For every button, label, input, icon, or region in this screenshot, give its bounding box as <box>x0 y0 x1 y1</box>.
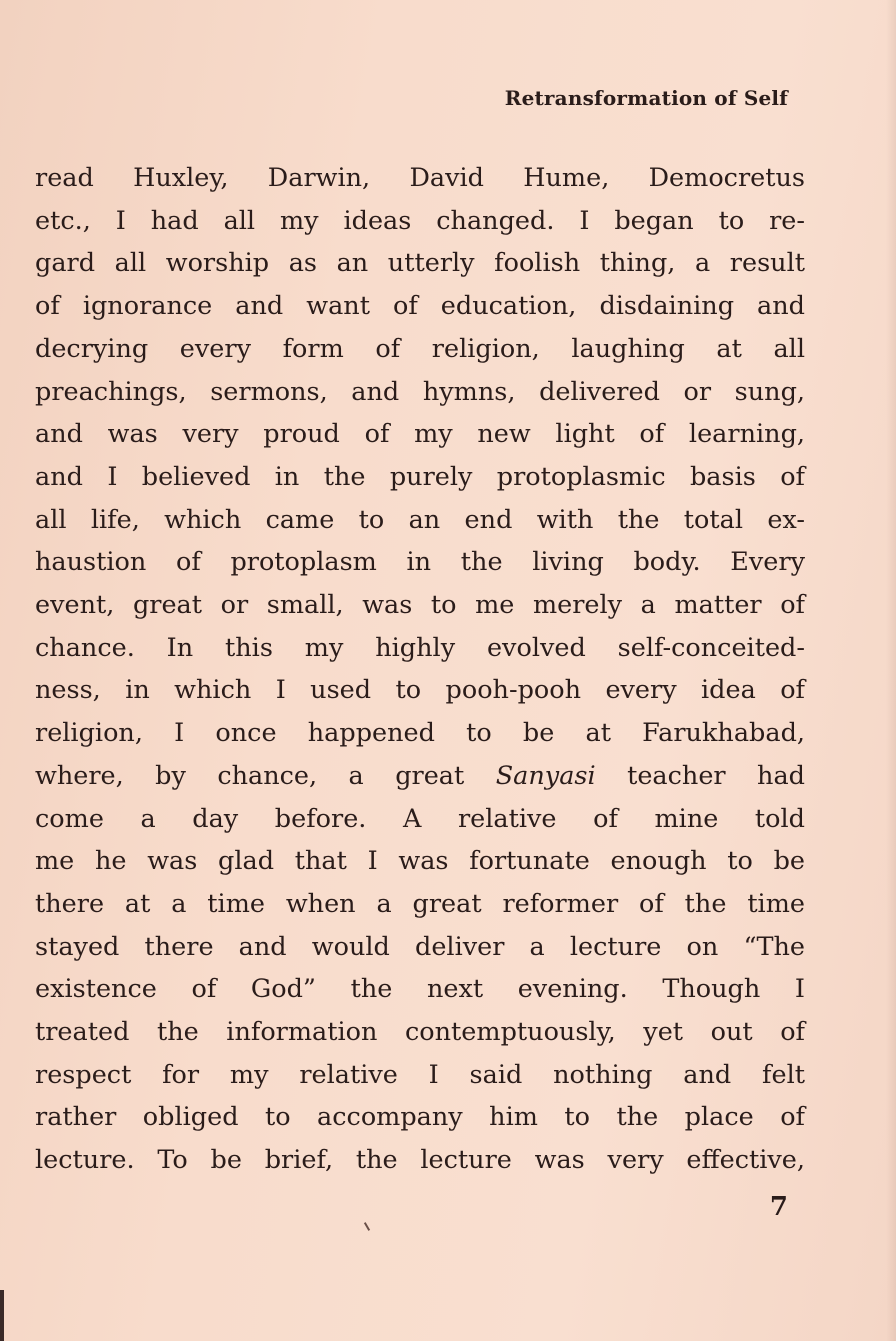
running-head: Retransformation of Self <box>504 86 788 110</box>
italic-term: Sanyasi <box>495 760 596 791</box>
text-line: read Huxley, Darwin, David Hume, Democretus <box>35 163 805 193</box>
page-number: 7 <box>769 1192 788 1222</box>
body-text <box>35 157 805 1182</box>
text-line: gard all worship as an utterly foolish thing, a result <box>35 248 805 279</box>
text-line: rather obliged to accompany him to the place of <box>35 1102 805 1133</box>
text-line: lecture. To be brief, the lecture was very effective, <box>35 1145 805 1176</box>
page-edge-mark <box>0 1290 4 1341</box>
text-line: of ignorance and want of education, disdaining and <box>35 291 805 322</box>
text-line: event, great or small, was to me merely a matter of <box>35 590 805 621</box>
text-line: haustion of protoplasm in the living body. Every <box>35 547 805 578</box>
text-line: come a day before. A relative of mine told <box>35 803 805 834</box>
text-line: and I believed in the purely protoplasmic basis of <box>35 461 805 492</box>
text-line: there at a time when a great reformer of the time <box>35 888 805 919</box>
text-line: etc., I had all my ideas changed. I began to re- <box>35 205 805 236</box>
text-line: me he was glad that I was fortunate enough to be <box>35 846 805 877</box>
text-line: and was very proud of my new light of learning, <box>35 419 805 450</box>
page-edge-shadow <box>886 0 896 1341</box>
text-line-with-italic <box>35 755 805 798</box>
text-line: all life, which came to an end with the total ex- <box>35 504 805 535</box>
text-line: chance. In this my highly evolved self-conceited- <box>35 632 805 663</box>
text-segment: teacher had <box>627 760 805 791</box>
text-line: preachings, sermons, and hymns, delivered or sung, <box>35 376 805 407</box>
text-line: religion, I once happened to be at Farukhabad, <box>35 718 805 749</box>
text-line: respect for my relative I said nothing and felt <box>35 1059 805 1090</box>
text-line: ness, in which I used to pooh-pooh every idea of <box>35 675 805 706</box>
text-segment: where, by chance, a great <box>35 760 465 791</box>
text-line: treated the information contemptuously, yet out of <box>35 1017 805 1048</box>
text-line: decrying every form of religion, laughing at all <box>35 333 805 364</box>
text-line: stayed there and would deliver a lecture on “The <box>35 931 805 962</box>
text-line: existence of God” the next evening. Though I <box>35 974 805 1005</box>
print-speck <box>364 1222 370 1231</box>
